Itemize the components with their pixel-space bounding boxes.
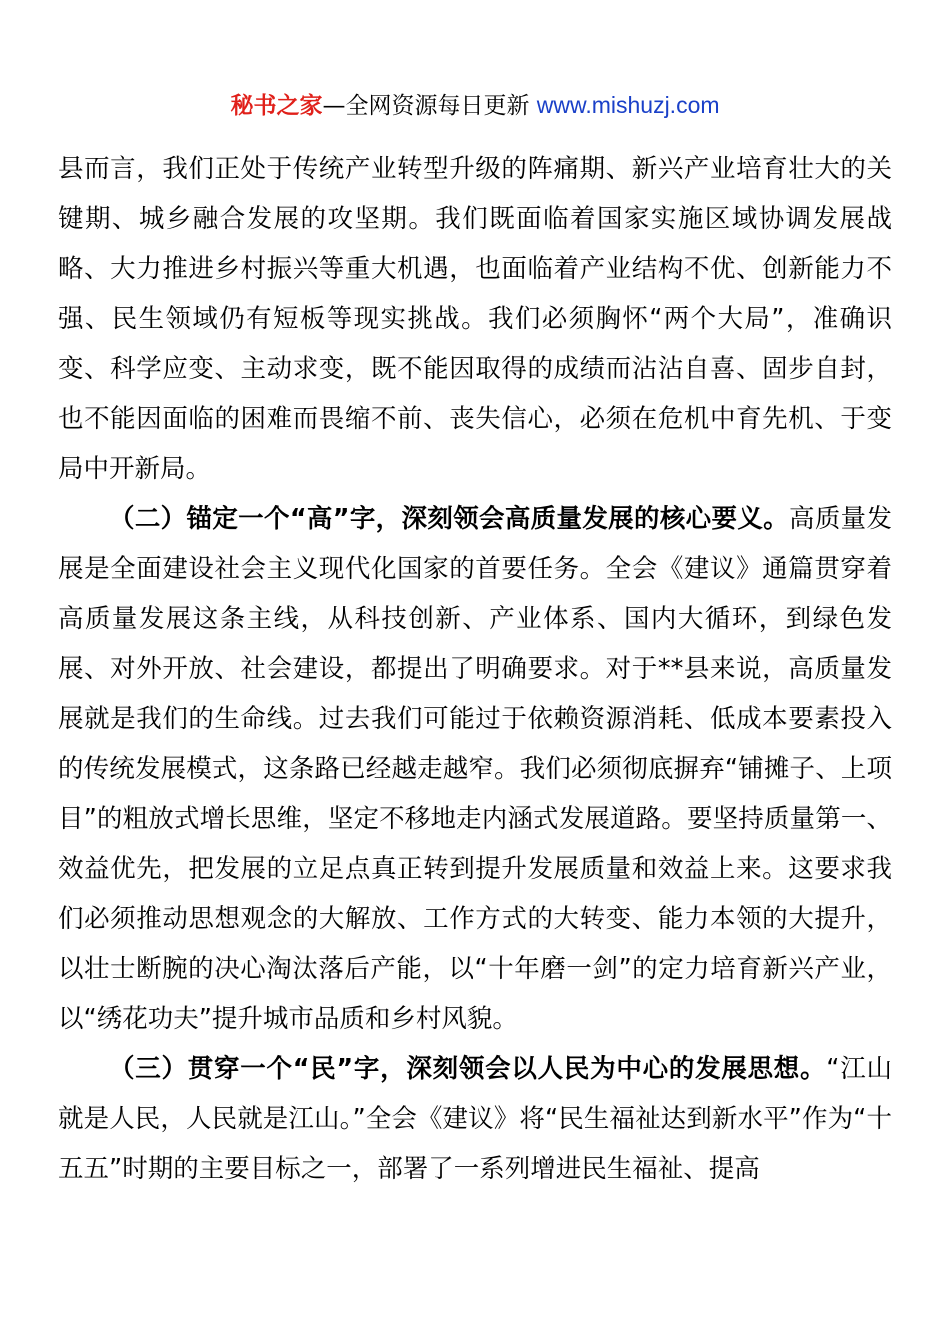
site-header	[0, 88, 950, 123]
section-heading: （三）贯穿一个“民”字，深刻领会以人民为中心的发展思想。	[109, 1054, 827, 1084]
site-url-link[interactable]: www.mishuzj.com	[536, 92, 720, 118]
paragraph-text: 县而言，我们正处于传统产业转型升级的阵痛期、新兴产业培育壮大的关键期、城乡融合发展的攻坚期。我们既面临着国家实施区域协调发展战略、大力推进乡村振兴等重大机遇，也面临着产业结构不优、创新能力不强、民生领域仍有短板等现实挑战。我们必须胸怀“两个大局”，准确识变、科学应变、主动求变，既不能因取得的成绩而沾沾自喜、固步自封，也不能因面临的困难而畏缩不前、丧失信心，必须在危机中育先机、于变局中开新局。	[58, 154, 892, 484]
paragraph-section-2	[58, 494, 892, 1044]
document-body	[58, 144, 892, 1194]
paragraph-section-3	[58, 1044, 892, 1194]
brand-name: 秘书之家	[230, 93, 323, 119]
paragraph-text: “江山就是人民，人民就是江山。”全会《建议》将“民生福祉达到新水平”作为“十五五”时期的主要目标之一，部署了一系列增进民生福祉、提高	[58, 1054, 892, 1184]
header-tagline: —全网资源每日更新	[322, 93, 537, 119]
section-heading: （二）锚定一个“高”字，深刻领会高质量发展的核心要义。	[109, 504, 789, 534]
paragraph-text: 高质量发展是全面建设社会主义现代化国家的首要任务。全会《建议》通篇贯穿着高质量发展这条主线，从科技创新、产业体系、国内大循环，到绿色发展、对外开放、社会建设，都提出了明确要求。对于**县来说，高质量发展就是我们的生命线。过去我们可能过于依赖资源消耗、低成本要素投入的传统发展模式，这条路已经越走越窄。我们必须彻底摒弃“铺摊子、上项目”的粗放式增长思维，坚定不移地走内涵式发展道路。要坚持质量第一、效益优先，把发展的立足点真正转到提升发展质量和效益上来。这要求我们必须推动思想观念的大解放、工作方式的大转变、能力本领的大提升，以壮士断腕的决心淘汰落后产能，以“十年磨一剑”的定力培育新兴产业，以“绣花功夫”提升城市品质和乡村风貌。	[58, 504, 892, 1034]
paragraph-continuation	[58, 144, 892, 494]
